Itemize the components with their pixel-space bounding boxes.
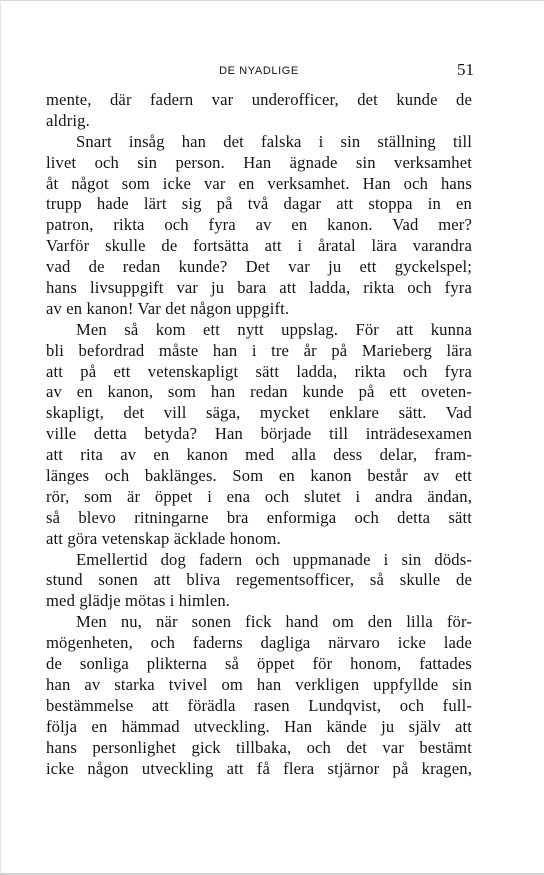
text-line: att på ett vetenskapligt sätt ladda, rikta och fyra [46,361,472,381]
text-line: så blevo ritningarne bra enformiga och detta sätt [46,507,472,527]
text-line: vad de redan kunde? Det var ju ett gyckelspel; [46,257,472,277]
running-title: DE NYADLIGE [219,65,299,77]
text-line: trupp hade lärt sig på två dagar att stoppa in en [46,194,472,214]
text-line: med glädje mötas i himlen. [46,591,231,611]
text-line: icke någon utveckling att få flera stjärnor på kragen, [46,758,472,778]
text-line: patron, rikta och fyra av en kanon. Vad mer? [46,215,472,235]
text-line: de sonliga plikterna så öppet för honom, fattades [46,654,472,674]
text-line: Men nu, när sonen fick hand om den lilla för- [76,612,472,632]
text-line: följa en hämmad utveckling. Han kände ju själv att [46,716,472,736]
text-line: aldrig. [46,110,90,130]
text-line: livet och sin person. Han ägnade sin verksamhet [46,152,472,172]
text-line: stund sonen att bliva regementsofficer, så skulle de [46,570,472,590]
text-line: han av starka tvivel om han verkligen uppfyllde sin [46,674,472,694]
text-line: mögenheten, och faderns dagliga närvaro icke lade [46,633,472,653]
text-line: ville detta betyda? Han började till inträdesexamen [46,424,472,444]
text-line: hans personlighet gick tillbaka, och det var bestämt [46,737,472,757]
text-line: rör, som är öppet i ena och slutet i andra ändan, [46,486,472,506]
text-line: Snart insåg han det falska i sin ställning till [76,131,472,151]
text-line: Emellertid dog fadern och uppmanade i sin döds- [76,549,472,569]
text-line: länges och baklänges. Som en kanon består av ett [46,466,472,486]
text-line: Men så kom ett nytt uppslag. För att kunna [76,319,472,339]
body-text [46,90,472,779]
text-line: av en kanon, som han redan kunde på ett oveten- [46,382,472,402]
page-edge-left [0,0,1,875]
text-line: Varför skulle de fortsätta att i åratal lära varandra [46,236,472,256]
text-line: bli befordrad måste han i tre år på Marieberg lära [46,340,472,360]
text-line: mente, där fadern var underofficer, det kunde de [46,90,472,109]
text-line: hans livsuppgift var ju bara att ladda, rikta och fyra [46,278,472,298]
running-head [44,62,474,82]
page-edge-top [0,0,544,1]
text-line: bestämmelse att förädla rasen Lundqvist, och full- [46,695,472,715]
text-line: att rita av en kanon med alla dess delar, fram- [46,445,472,465]
page-number: 51 [457,60,474,79]
text-line: att göra vetenskap äcklade honom. [46,528,281,548]
text-line: skapligt, det vill säga, mycket enklare sätt. Vad [46,403,472,423]
text-line: åt något som icke var en verksamhet. Han och hans [46,173,472,193]
text-line: av en kanon! Var det någon uppgift. [46,298,290,318]
